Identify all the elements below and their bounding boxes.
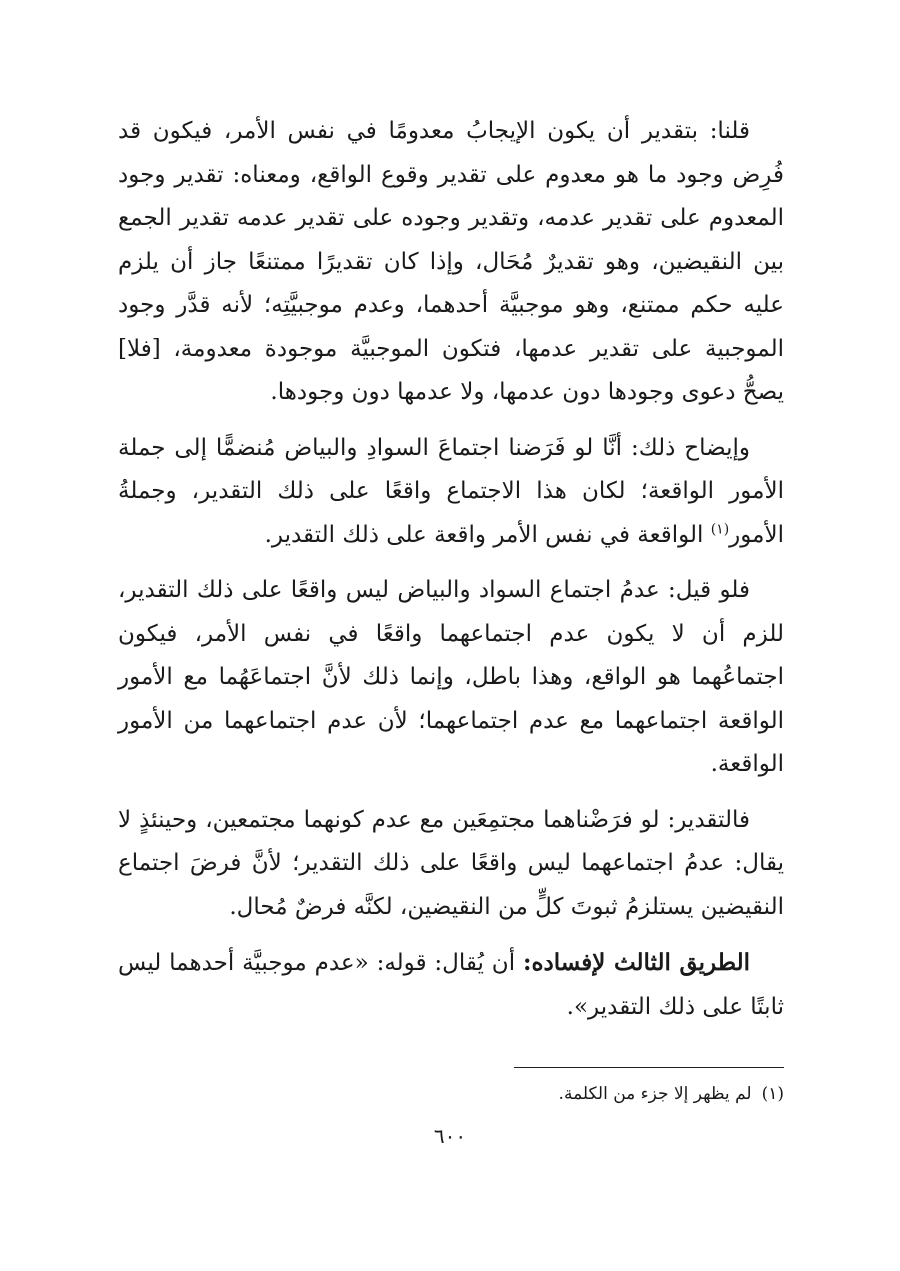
paragraph-3-text: فلو قيل: عدمُ اجتماع السواد والبياض ليس واقعًا على ذلك التقدير، للزم أن لا يكون عدم اجتماعهما واقعًا في نفس الأمر، فيكون اجتماعُهما هو الواقع، وهذا باطل، وإنما ذلك لأنَّ اجتماعَهُما مع الأمور الواقعة اجتماعهما مع عدم اجتماعهما؛ لأن عدم اجتماعهما من الأمور الواقعة. xyxy=(118,577,784,777)
paragraph-5 xyxy=(118,941,784,1029)
paragraph-3 xyxy=(118,569,784,787)
paragraph-2 xyxy=(118,427,784,558)
paragraph-2-text-start: وإيضاح ذلك: أنَّا لو فَرَضنا اجتماعَ السوادِ والبياض مُنضمًّا إلى جملة الأمور الواقعة؛ لكان هذا الاجتماع واقعًا على ذلك التقدير، وجملةُ الأمور xyxy=(118,434,784,548)
footnote-text: لم يظهر إلا جزء من الكلمة. xyxy=(558,1084,752,1104)
paragraph-4 xyxy=(118,799,784,930)
page-number: ٦٠٠ xyxy=(433,1124,467,1148)
footnote-number: (١) xyxy=(761,1084,784,1104)
paragraph-1 xyxy=(118,110,784,415)
footnote-reference[interactable]: (١) xyxy=(710,520,730,537)
page-body xyxy=(118,110,784,1041)
paragraph-1-text: قلنا: بتقدير أن يكون الإيجابُ معدومًا في نفس الأمر، فيكون قد فُرِض وجود ما هو معدوم على تقدير وقوع الواقع، ومعناه: تقدير وجود المعدوم على تقدير عدمه، وتقدير وجوده على تقدير عدمه تقدير الجمع بين النقيضين، وهو تقديرٌ مُحَال، وإذا كان تقديرًا ممتنعًا جاز أن يلزم عليه حكم ممتنع، وهو موجبيَّة أحدهما، وعدم موجبيَّتِه؛ لأنه قدَّر وجود الموجبية على تقدير عدمها، فتكون الموجبيَّة موجودة معدومة، [فلا] يصحُّ دعوى وجودها دون عدمها، ولا عدمها دون وجودها. xyxy=(118,118,784,405)
paragraph-5-text: أن يُقال: قوله: «عدم موجبيَّة أحدهما ليس ثابتًا على ذلك التقدير». xyxy=(118,950,784,1020)
paragraph-5-heading: الطريق الثالث لإفساده: xyxy=(522,949,750,976)
paragraph-2-text-end: الواقعة في نفس الأمر واقعة على ذلك التقدير. xyxy=(264,521,711,548)
footnote-separator xyxy=(514,1067,784,1068)
footnote xyxy=(118,1079,784,1109)
paragraph-4-text: فالتقدير: لو فرَضْناهما مجتمِعَين مع عدم كونهما مجتمعين، وحينئذٍ لا يقال: عدمُ اجتماعهما ليس واقعًا على ذلك التقدير؛ لأنَّ فرضَ اجتماع النقيضين يستلزمُ ثبوتَ كلٍّ من النقيضين، لكنَّه فرضٌ مُحال. xyxy=(118,806,784,920)
